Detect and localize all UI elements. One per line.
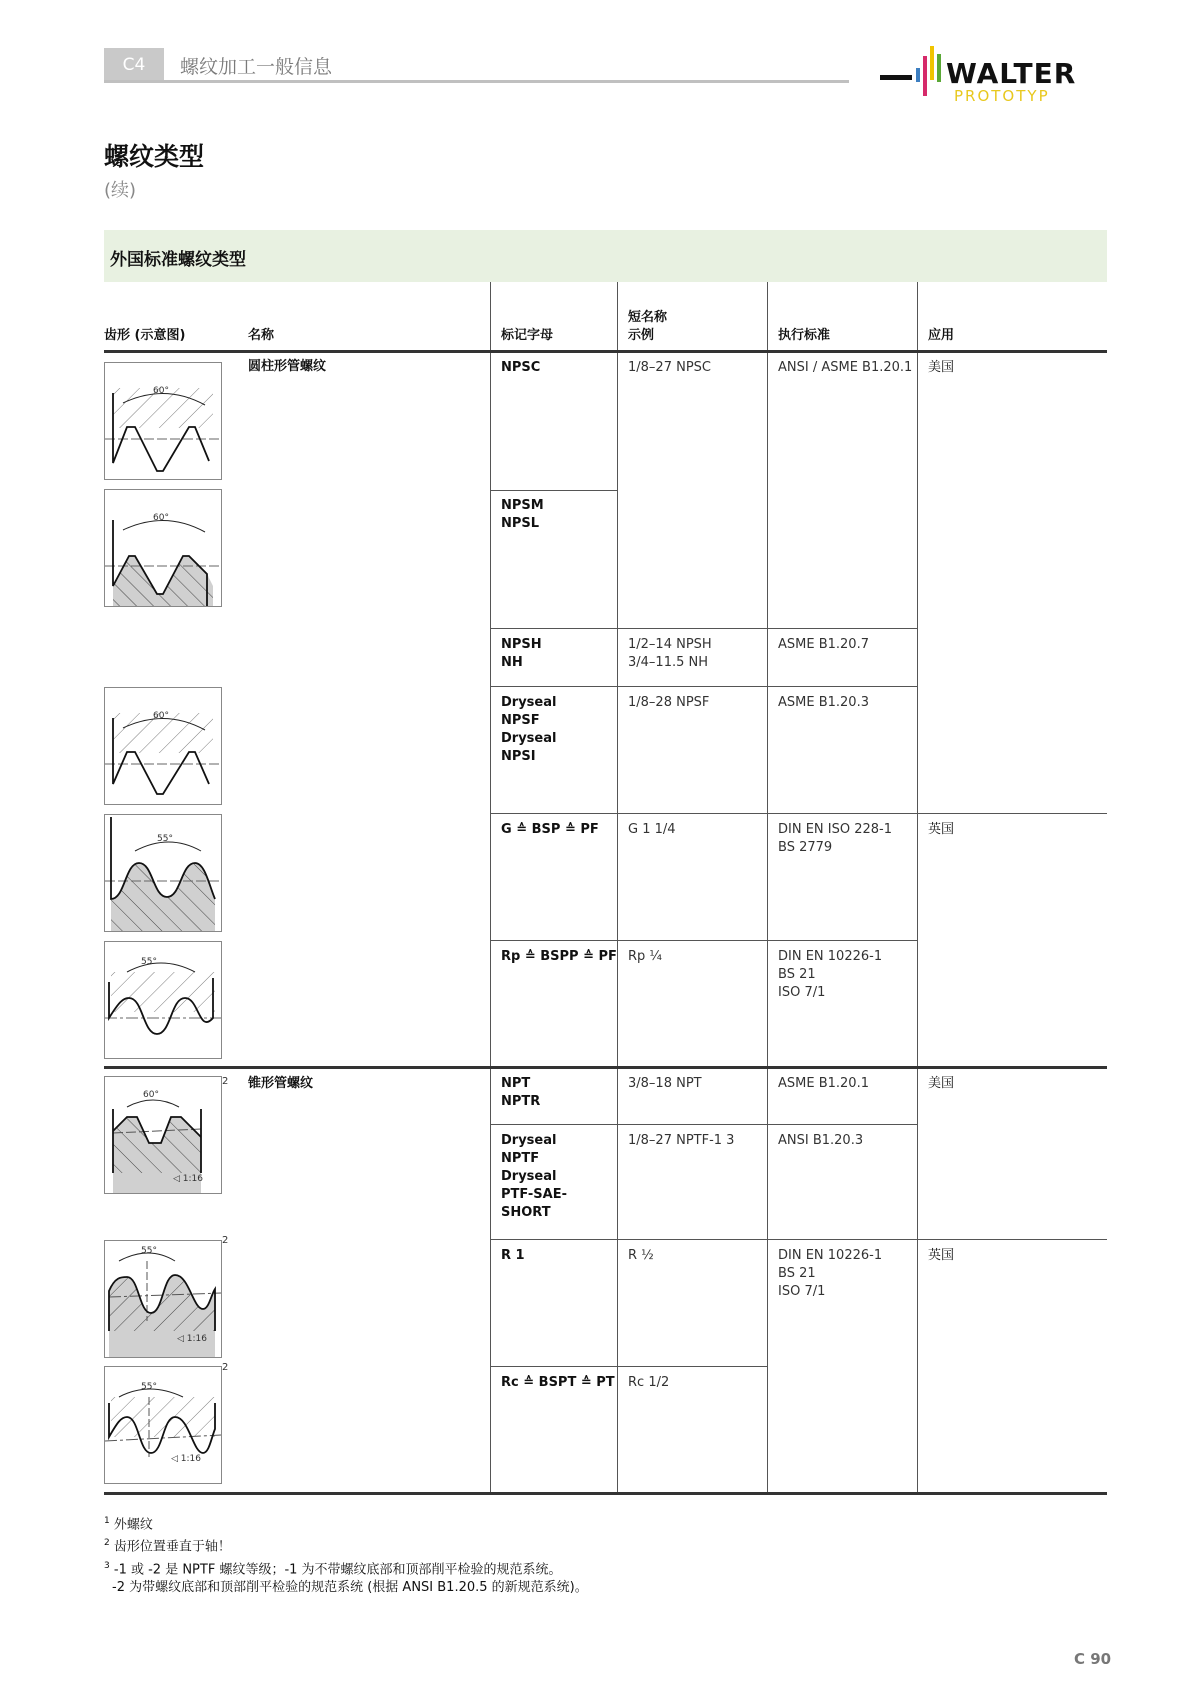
designation-line: NPSM (501, 498, 544, 513)
svg-text:60°: 60° (153, 711, 169, 721)
application-cell: 英国 (928, 1248, 955, 1263)
walter-prototyp-logo (880, 44, 1110, 110)
row-divider (490, 686, 917, 687)
group-divider (104, 1066, 1107, 1069)
svg-text:◁ 1:16: ◁ 1:16 (171, 1454, 201, 1464)
page-number: C 90 (1074, 1650, 1112, 1668)
designation-cell (501, 1075, 540, 1111)
logo-brand-text: WALTER (946, 57, 1077, 90)
designation-line: NPSF (501, 713, 540, 728)
thread-profile-r-figure (104, 1240, 222, 1358)
svg-text:◁ 1:16: ◁ 1:16 (177, 1334, 207, 1344)
designation-line: NPSH (501, 637, 542, 652)
footnote-ref-2: 2 (222, 1362, 229, 1373)
example-cell: 3/8–18 NPT (628, 1076, 702, 1091)
header-designation: 标记字母 (501, 328, 554, 343)
col-divider (490, 282, 491, 1493)
designation-line: NPSI (501, 749, 536, 764)
application-cell: 美国 (928, 1076, 955, 1091)
continued-label: (续) (104, 180, 137, 201)
designation-line: PTF-SAE- (501, 1187, 567, 1202)
thread-profile-rc-figure (104, 1366, 222, 1484)
standard-line: ISO 7/1 (778, 1284, 826, 1299)
footnote-1: $^1$ 外螺纹 (104, 1516, 153, 1533)
chapter-rule (104, 80, 849, 83)
header-rule (104, 350, 1107, 353)
designation-cell (501, 497, 544, 533)
header-example-2: 示例 (628, 328, 655, 343)
header-application: 应用 (928, 328, 955, 343)
header-profile: 齿形 (示意图) (104, 328, 186, 343)
designation-cell: Rp ≙ BSPP ≙ PF (501, 949, 617, 964)
standard-line: BS 21 (778, 967, 816, 982)
designation-cell (501, 1132, 567, 1222)
row-divider (490, 1124, 917, 1125)
standard-cell: ANSI B1.20.3 (778, 1133, 864, 1148)
example-line: 3/4–11.5 NH (628, 655, 708, 670)
designation-line: Dryseal (501, 731, 557, 746)
svg-text:60°: 60° (153, 513, 169, 523)
section-band (104, 230, 1107, 282)
svg-text:◁ 1:16: ◁ 1:16 (173, 1174, 203, 1184)
designation-cell (501, 636, 542, 672)
svg-text:55°: 55° (141, 1382, 157, 1392)
designation-line: NPTR (501, 1094, 541, 1109)
standard-cell (778, 1247, 882, 1301)
thread-profile-npsc-figure (104, 362, 222, 480)
example-cell: 1/8–27 NPTF-1 3 (628, 1133, 735, 1148)
standard-cell: ASME B1.20.7 (778, 637, 869, 652)
designation-line: NH (501, 655, 523, 670)
example-cell: G 1 1/4 (628, 822, 676, 837)
logo-sub-text: PROTOTYP (954, 87, 1050, 105)
footnote-ref-2: 2 (222, 1235, 229, 1246)
application-cell: 美国 (928, 360, 955, 375)
standard-cell (778, 948, 882, 1002)
row-divider (490, 940, 917, 941)
col-divider (767, 282, 768, 1493)
thread-profile-npsm-figure (104, 489, 222, 607)
example-cell (628, 636, 712, 672)
designation-cell: R 1 (501, 1248, 525, 1263)
designation-cell (501, 694, 556, 766)
row-divider (490, 813, 1107, 814)
application-cell: 英国 (928, 822, 955, 837)
standard-line: BS 2779 (778, 840, 833, 855)
col-divider (917, 282, 918, 1493)
designation-cell: Rc ≙ BSPT ≙ PT (501, 1375, 615, 1390)
example-cell: 1/8–28 NPSF (628, 695, 710, 710)
row-divider (490, 490, 617, 491)
example-line: 1/2–14 NPSH (628, 637, 712, 652)
standard-line: BS 21 (778, 1266, 816, 1281)
thread-profile-g-figure (104, 814, 222, 932)
example-cell: Rc 1/2 (628, 1375, 670, 1390)
standard-cell: ASME B1.20.1 (778, 1076, 869, 1091)
col-divider (617, 282, 618, 1493)
example-cell: 1/8–27 NPSC (628, 360, 711, 375)
footnote-3-cont: -2 为带螺纹底部和顶部削平检验的规范系统 (根据 ANSI B1.20.5 的新规范系统)。 (112, 1579, 588, 1595)
standard-line: DIN EN 10226-1 (778, 949, 883, 964)
designation-line: SHORT (501, 1205, 551, 1220)
designation-line: Dryseal (501, 695, 557, 710)
thread-profile-npt-figure (104, 1076, 222, 1194)
designation-line: Dryseal (501, 1169, 557, 1184)
svg-text:55°: 55° (141, 1246, 157, 1256)
footnote-ref-2: 2 (222, 1076, 229, 1087)
section-title: 外国标准螺纹类型 (110, 250, 246, 270)
svg-text:60°: 60° (143, 1090, 159, 1100)
standard-cell (778, 821, 892, 857)
example-cell: R ½ (628, 1248, 654, 1263)
svg-text:55°: 55° (141, 957, 157, 967)
group-name-cylindrical: 圆柱形管螺纹 (248, 359, 327, 374)
header-name: 名称 (248, 328, 275, 343)
thread-profile-rp-figure (104, 941, 222, 1059)
footnotes (104, 1512, 588, 1597)
footnote-3: $^3$ -1 或 -2 是 NPTF 螺纹等级；-1 为不带螺纹底部和顶部削平检验的规范系统。 (104, 1560, 562, 1577)
header-example-1: 短名称 (628, 310, 668, 325)
designation-line: NPT (501, 1076, 531, 1091)
chapter-badge: C4 (104, 48, 164, 82)
standard-cell: ANSI / ASME B1.20.1 (778, 360, 913, 375)
header-standard: 执行标准 (778, 328, 831, 343)
svg-text:60°: 60° (153, 386, 169, 396)
standard-line: DIN EN ISO 228-1 (778, 822, 892, 837)
group-name-tapered: 锥形管螺纹 (248, 1076, 314, 1091)
thread-profile-npsf-figure (104, 687, 222, 805)
row-divider (490, 1366, 767, 1367)
chapter-title: 螺纹加工一般信息 (180, 56, 333, 78)
row-divider (490, 1239, 1107, 1240)
designation-line: NPSL (501, 516, 540, 531)
example-cell: Rp ¼ (628, 949, 663, 964)
designation-cell: G ≙ BSP ≙ PF (501, 822, 599, 837)
designation-line: NPTF (501, 1151, 540, 1166)
svg-text:55°: 55° (157, 834, 173, 844)
page-title: 螺纹类型 (104, 142, 205, 171)
footnote-2: $^2$ 齿形位置垂直于轴！ (104, 1538, 231, 1555)
row-divider (490, 628, 917, 629)
table-bottom-rule (104, 1492, 1107, 1495)
standard-line: ISO 7/1 (778, 985, 826, 1000)
designation-line: Dryseal (501, 1133, 557, 1148)
standard-line: DIN EN 10226-1 (778, 1248, 883, 1263)
standard-cell: ASME B1.20.3 (778, 695, 869, 710)
designation-cell: NPSC (501, 360, 541, 375)
